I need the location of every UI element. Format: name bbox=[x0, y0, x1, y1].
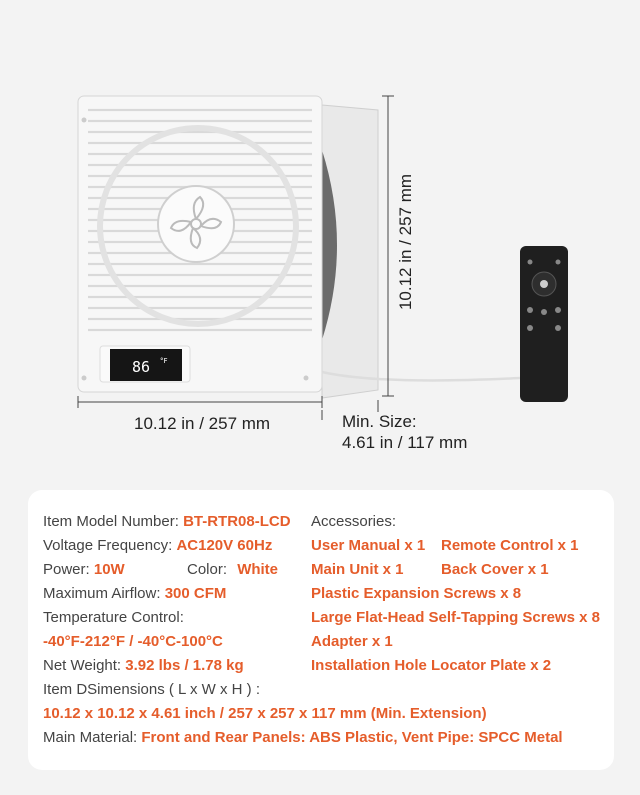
accessory-back-cover: Back Cover x 1 bbox=[441, 561, 549, 578]
accessory-manual: User Manual x 1 bbox=[311, 537, 426, 554]
accessory-main-unit: Main Unit x 1 bbox=[311, 561, 404, 578]
airflow-value: 300 CFM bbox=[164, 585, 227, 602]
model-label: Item Model Number: bbox=[43, 513, 179, 530]
material-label: Main Material: bbox=[43, 729, 138, 746]
height-dimension-label: 10.12 in / 257 mm bbox=[396, 173, 415, 311]
spec-power bbox=[43, 561, 125, 578]
spec-dimensions bbox=[43, 681, 260, 698]
voltage-value: AC120V 60Hz bbox=[176, 537, 273, 554]
spec-card bbox=[28, 490, 614, 770]
dimensions-value: 10.12 x 10.12 x 4.61 inch / 257 x 257 x 117 mm (Min. Extension) bbox=[43, 705, 487, 722]
width-dimension-label: 10.12 in / 257 mm bbox=[134, 414, 271, 433]
remote-control bbox=[520, 246, 568, 402]
temperature-value: -40°F-212°F / -40°C-100°C bbox=[43, 633, 223, 650]
voltage-label: Voltage Frequency: bbox=[43, 537, 173, 554]
spec-temperature-value bbox=[43, 633, 223, 650]
dimensions-label: Item DSimensions ( L x W x H ) : bbox=[43, 681, 260, 698]
spec-dimensions-value bbox=[43, 705, 487, 722]
min-size-label: Min. Size: bbox=[342, 412, 417, 431]
lcd-unit: °F bbox=[160, 357, 168, 365]
accessories-title: Accessories: bbox=[311, 513, 397, 530]
model-value: BT-RTR08-LCD bbox=[183, 513, 291, 530]
material-value: Front and Rear Panels: ABS Plastic, Vent Pipe: SPCC Metal bbox=[141, 729, 563, 746]
accessory-tapping-screws: Large Flat-Head Self-Tapping Screws x 8 bbox=[311, 609, 600, 626]
power-label: Power: bbox=[43, 561, 90, 578]
accessory-adapter: Adapter x 1 bbox=[311, 633, 393, 650]
spec-weight bbox=[43, 657, 244, 674]
accessory-remote: Remote Control x 1 bbox=[441, 537, 579, 554]
spec-temperature bbox=[43, 609, 184, 626]
spec-color bbox=[187, 561, 278, 578]
temperature-label: Temperature Control: bbox=[43, 609, 184, 626]
min-size-value: 4.61 in / 117 mm bbox=[342, 433, 468, 452]
spec-material bbox=[43, 729, 563, 746]
back-cover bbox=[322, 105, 378, 398]
accessory-locator: Installation Hole Locator Plate x 2 bbox=[311, 657, 552, 674]
power-value: 10W bbox=[93, 561, 125, 578]
color-label: Color: bbox=[187, 561, 228, 578]
spec-airflow bbox=[43, 585, 226, 602]
spec-voltage bbox=[43, 537, 272, 554]
airflow-label: Maximum Airflow: bbox=[43, 585, 161, 602]
lcd-temperature: 86 bbox=[131, 358, 151, 376]
weight-value: 3.92 lbs / 1.78 kg bbox=[125, 657, 244, 674]
color-value: White bbox=[237, 561, 279, 578]
front-panel bbox=[78, 96, 322, 392]
accessory-screws: Plastic Expansion Screws x 8 bbox=[311, 585, 522, 602]
weight-label: Net Weight: bbox=[43, 657, 122, 674]
fan-hub bbox=[158, 186, 234, 262]
spec-model bbox=[43, 513, 291, 530]
